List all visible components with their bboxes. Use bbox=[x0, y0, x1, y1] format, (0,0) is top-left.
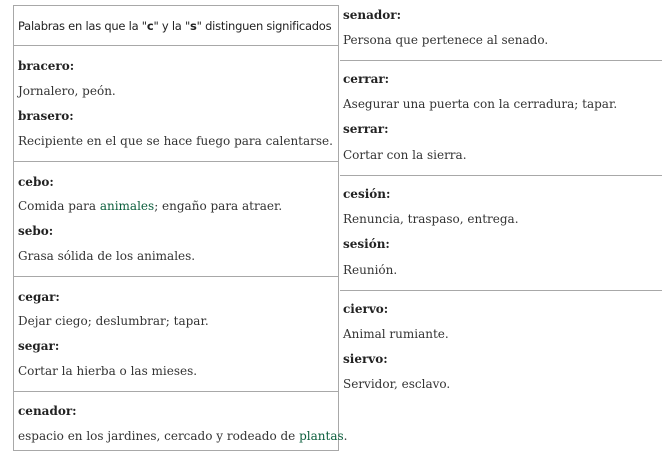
entry-cebo-sebo bbox=[13, 161, 339, 277]
definition-senador: Persona que pertenece al senado. bbox=[343, 33, 549, 47]
term-cesion: cesión: bbox=[343, 187, 391, 201]
definition-cebo: Comida para animales; engaño para atraer. bbox=[18, 199, 283, 213]
entry-cenador bbox=[13, 391, 348, 451]
term-cerrar: cerrar: bbox=[343, 72, 390, 86]
term-brasero: brasero: bbox=[18, 109, 74, 123]
link-animales[interactable]: animales bbox=[99, 199, 155, 213]
definition-sebo: Grasa sólida de los animales. bbox=[18, 249, 196, 263]
term-segar: segar: bbox=[18, 339, 60, 353]
definition-bracero: Jornalero, peón. bbox=[18, 84, 116, 98]
term-cenador: cenador: bbox=[18, 404, 77, 418]
definition-segar: Cortar la hierba o las mieses. bbox=[18, 364, 198, 378]
definition-sesion: Reunión. bbox=[343, 263, 398, 277]
term-siervo: siervo: bbox=[343, 352, 388, 366]
entry-ciervo-siervo bbox=[340, 290, 662, 406]
link-plantas[interactable]: plantas bbox=[299, 429, 344, 443]
definition-serrar: Cortar con la sierra. bbox=[343, 148, 467, 162]
definition-cerrar: Asegurar una puerta con la cerradura; tapar. bbox=[343, 97, 618, 111]
definition-cenador: espacio en los jardines, cercado y rodeado de plantas. bbox=[18, 429, 348, 443]
definition-ciervo: Animal rumiante. bbox=[343, 327, 449, 341]
entry-cerrar-serrar bbox=[340, 60, 662, 176]
term-serrar: serrar: bbox=[343, 122, 389, 136]
term-senador: senador: bbox=[343, 8, 402, 22]
entry-cesion-sesion bbox=[340, 175, 662, 291]
entry-bracero-brasero bbox=[13, 45, 339, 162]
term-cebo: cebo: bbox=[18, 175, 54, 189]
term-sebo: sebo: bbox=[18, 224, 54, 238]
term-cegar: cegar: bbox=[18, 290, 60, 304]
term-ciervo: ciervo: bbox=[343, 302, 389, 316]
term-sesion: sesión: bbox=[343, 237, 390, 251]
definition-brasero: Recipiente en el que se hace fuego para calentarse. bbox=[18, 134, 333, 148]
definition-siervo: Servidor, esclavo. bbox=[343, 377, 451, 391]
table-header-cell bbox=[13, 5, 339, 46]
entry-cegar-segar bbox=[13, 276, 339, 392]
entry-senador bbox=[340, 0, 662, 61]
table-header-title: Palabras en las que la "c" y la "s" distinguen significados bbox=[18, 18, 332, 33]
definition-cesion: Renuncia, traspaso, entrega. bbox=[343, 212, 519, 226]
definition-cegar: Dejar ciego; deslumbrar; tapar. bbox=[18, 314, 209, 328]
term-bracero: bracero: bbox=[18, 59, 75, 73]
